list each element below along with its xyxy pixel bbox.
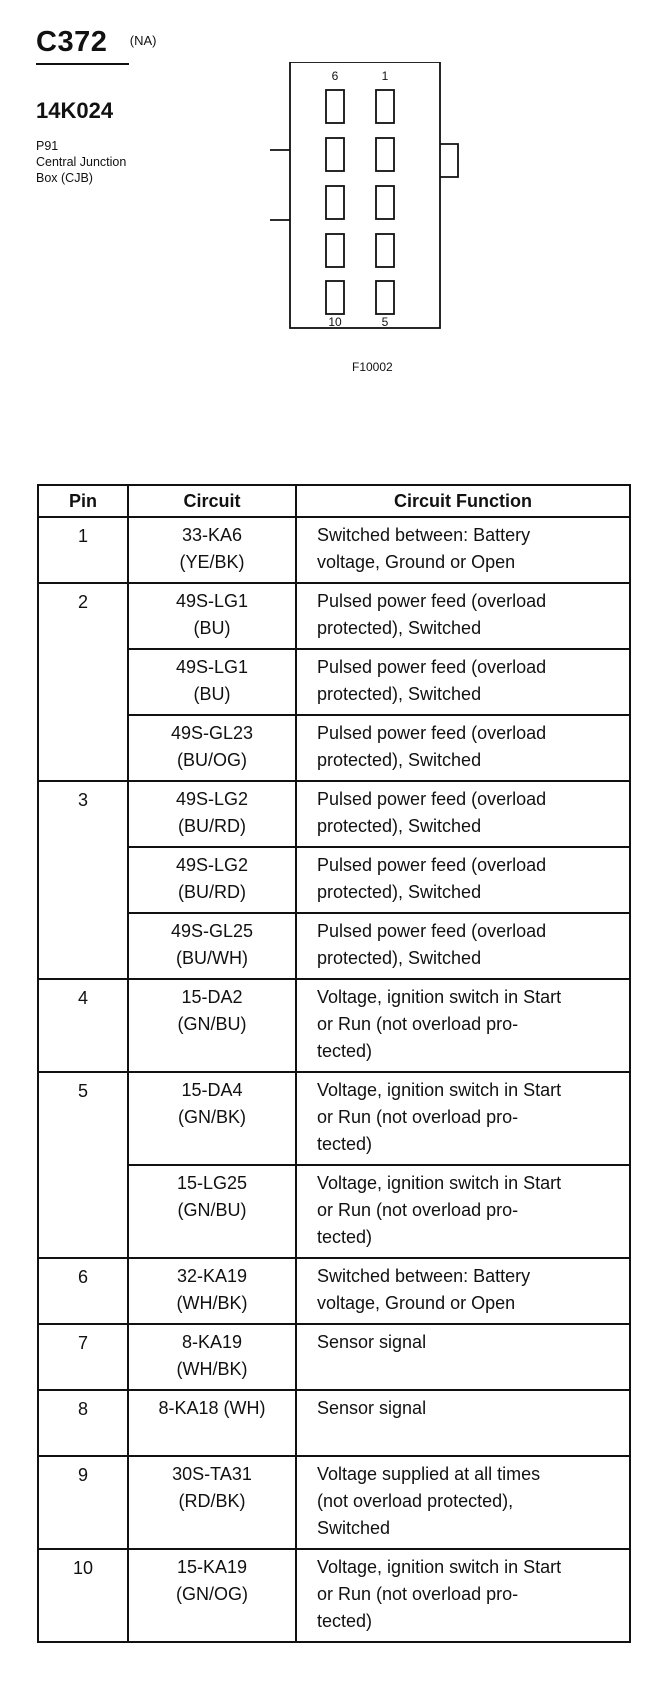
table-row	[38, 781, 630, 847]
circuit-cell	[128, 847, 296, 913]
circuit-line: (BU/RD)	[178, 816, 246, 836]
table-row	[38, 1390, 630, 1456]
function-line: Switched between: Battery	[317, 1266, 531, 1286]
function-line: Switched	[317, 1518, 391, 1538]
pin-label-bottom-right: 5	[381, 315, 389, 329]
pin-number-cell: 4	[38, 979, 128, 1072]
pin-cavity	[376, 90, 394, 123]
function-line: Pulsed power feed (overload	[317, 855, 547, 875]
figure-id: F10002	[352, 360, 393, 374]
circuit-function-cell	[296, 1549, 630, 1642]
circuit-line: 15-KA19	[176, 1557, 248, 1577]
circuit-line: 33-KA6	[181, 525, 243, 545]
circuit-cell	[128, 715, 296, 781]
circuit-line: (BU)	[193, 684, 231, 704]
function-line: Switched between: Battery	[317, 525, 531, 545]
pin-label-top-right: 1	[381, 69, 389, 83]
table-row	[38, 1165, 630, 1258]
circuit-line: 49S-GL23	[170, 723, 254, 743]
table-row	[38, 847, 630, 913]
heading-underline	[36, 63, 129, 65]
circuit-function-cell	[296, 1390, 630, 1456]
circuit-line: (GN/OG)	[176, 1584, 248, 1604]
pin-number-cell: 6	[38, 1258, 128, 1324]
table-row	[38, 979, 630, 1072]
circuit-line: 49S-LG2	[175, 789, 249, 809]
circuit-cell	[128, 979, 296, 1072]
table-row	[38, 913, 630, 979]
function-line: tected)	[317, 1134, 373, 1154]
pin-label-top-left: 6	[331, 69, 339, 83]
function-line: or Run (not overload pro-	[317, 1107, 519, 1127]
function-line: voltage, Ground or Open	[317, 1293, 516, 1313]
function-line: Pulsed power feed (overload	[317, 591, 547, 611]
circuit-function-cell	[296, 847, 630, 913]
circuit-cell	[128, 1456, 296, 1549]
function-line: protected), Switched	[317, 882, 482, 902]
circuit-function-cell	[296, 913, 630, 979]
header-circuit: Circuit	[128, 485, 296, 517]
circuit-function-cell	[296, 517, 630, 583]
circuit-function-cell	[296, 781, 630, 847]
circuit-line: (BU/RD)	[178, 882, 246, 902]
circuit-line: (WH/BK)	[176, 1359, 248, 1379]
function-line: Sensor signal	[317, 1398, 427, 1418]
circuit-line: (RD/BK)	[178, 1491, 246, 1511]
function-line: tected)	[317, 1611, 373, 1631]
table-header-row	[38, 485, 630, 517]
function-line: Voltage, ignition switch in Start	[317, 1173, 562, 1193]
table-row	[38, 1072, 630, 1165]
pin-cavity	[326, 90, 344, 123]
circuit-function-cell	[296, 979, 630, 1072]
function-line: Voltage supplied at all times	[317, 1464, 541, 1484]
function-line: Sensor signal	[317, 1332, 427, 1352]
circuit-line: 49S-LG1	[175, 657, 249, 677]
circuit-cell	[128, 583, 296, 649]
pin-number-cell	[38, 715, 128, 781]
circuit-line: 15-LG25	[176, 1173, 248, 1193]
connector-location	[36, 138, 126, 186]
circuit-function-cell	[296, 1324, 630, 1390]
circuit-function-cell	[296, 1258, 630, 1324]
function-line: Pulsed power feed (overload	[317, 789, 547, 809]
circuit-cell	[128, 1549, 296, 1642]
table-row	[38, 1258, 630, 1324]
table-row	[38, 1324, 630, 1390]
circuit-cell	[128, 1258, 296, 1324]
circuit-function-cell	[296, 583, 630, 649]
table-row	[38, 1456, 630, 1549]
pin-cavity	[326, 186, 344, 219]
function-line: voltage, Ground or Open	[317, 552, 516, 572]
location-line: P91	[36, 139, 59, 153]
circuit-line: (GN/BK)	[177, 1107, 246, 1127]
pin-cavity	[326, 281, 344, 314]
pin-cavity	[326, 234, 344, 267]
circuit-function-cell	[296, 649, 630, 715]
circuit-line: (BU/OG)	[177, 750, 247, 770]
function-line: Voltage, ignition switch in Start	[317, 1080, 562, 1100]
function-line: protected), Switched	[317, 684, 482, 704]
function-line: (not overload protected),	[317, 1491, 514, 1511]
circuit-cell	[128, 1072, 296, 1165]
circuit-cell	[128, 913, 296, 979]
pin-cavity	[376, 234, 394, 267]
function-line: tected)	[317, 1041, 373, 1061]
circuit-line: 49S-LG1	[175, 591, 249, 611]
circuit-line: 8-KA19	[181, 1332, 243, 1352]
pin-number-cell: 10	[38, 1549, 128, 1642]
pin-number-cell: 2	[38, 583, 128, 649]
circuit-function-cell	[296, 1072, 630, 1165]
table-row	[38, 715, 630, 781]
circuit-line: 32-KA19	[176, 1266, 248, 1286]
connector-face-diagram	[270, 62, 480, 352]
pin-number-cell: 3	[38, 781, 128, 847]
table-row	[38, 1549, 630, 1642]
function-line: Pulsed power feed (overload	[317, 723, 547, 743]
function-line: or Run (not overload pro-	[317, 1014, 519, 1034]
function-line: or Run (not overload pro-	[317, 1200, 519, 1220]
circuit-line: 49S-LG2	[175, 855, 249, 875]
table-row	[38, 583, 630, 649]
spacer	[317, 1422, 623, 1449]
pin-cavity	[376, 281, 394, 314]
pin-number-cell	[38, 1165, 128, 1258]
function-line: protected), Switched	[317, 948, 482, 968]
function-line: protected), Switched	[317, 750, 482, 770]
pin-number-cell: 9	[38, 1456, 128, 1549]
connector-right-tab	[440, 144, 458, 177]
circuit-cell	[128, 1390, 296, 1456]
circuit-line: (WH/BK)	[176, 1293, 248, 1313]
connector-id: C372	[36, 26, 108, 58]
function-line: or Run (not overload pro-	[317, 1584, 519, 1604]
circuit-line: (GN/BU)	[177, 1200, 247, 1220]
circuit-line: 49S-GL25	[170, 921, 254, 941]
table-body	[38, 517, 630, 1642]
circuit-line: (BU)	[193, 618, 231, 638]
connector-heading	[36, 26, 157, 65]
connector-region: (NA)	[129, 33, 157, 48]
pin-number-cell: 5	[38, 1072, 128, 1165]
part-number: 14K024	[36, 98, 114, 123]
connector-left-tab	[270, 150, 290, 220]
circuit-line: 15-DA4	[181, 1080, 243, 1100]
pinout-table	[37, 484, 631, 1643]
function-line: Voltage, ignition switch in Start	[317, 987, 562, 1007]
circuit-function-cell	[296, 1456, 630, 1549]
circuit-line: 30S-TA31	[172, 1464, 252, 1484]
function-line: protected), Switched	[317, 816, 482, 836]
table-row	[38, 649, 630, 715]
circuit-cell	[128, 1324, 296, 1390]
circuit-cell	[128, 517, 296, 583]
circuit-line: (GN/BU)	[177, 1014, 247, 1034]
pin-number-cell	[38, 847, 128, 913]
pin-number-cell	[38, 913, 128, 979]
pin-label-bottom-left: 10	[328, 315, 342, 329]
circuit-line: (YE/BK)	[179, 552, 245, 572]
circuit-function-cell	[296, 715, 630, 781]
location-line: Box (CJB)	[36, 171, 93, 185]
pin-number-cell: 8	[38, 1390, 128, 1456]
function-line: Pulsed power feed (overload	[317, 921, 547, 941]
circuit-cell	[128, 649, 296, 715]
pin-number-cell: 1	[38, 517, 128, 583]
circuit-line: 8-KA18 (WH)	[158, 1398, 266, 1418]
pin-cavity	[326, 138, 344, 171]
circuit-line: (BU/WH)	[176, 948, 248, 968]
connector-body	[290, 62, 440, 328]
function-line: Pulsed power feed (overload	[317, 657, 547, 677]
function-line: tected)	[317, 1227, 373, 1247]
header-pin: Pin	[38, 485, 128, 517]
circuit-line: 15-DA2	[181, 987, 243, 1007]
pin-cavity	[376, 186, 394, 219]
pin-cavity	[376, 138, 394, 171]
circuit-cell	[128, 781, 296, 847]
circuit-function-cell	[296, 1165, 630, 1258]
location-line: Central Junction	[36, 155, 127, 169]
function-line: Voltage, ignition switch in Start	[317, 1557, 562, 1577]
pin-number-cell: 7	[38, 1324, 128, 1390]
header-function: Circuit Function	[296, 485, 630, 517]
pin-number-cell	[38, 649, 128, 715]
function-line: protected), Switched	[317, 618, 482, 638]
circuit-cell	[128, 1165, 296, 1258]
table-row	[38, 517, 630, 583]
